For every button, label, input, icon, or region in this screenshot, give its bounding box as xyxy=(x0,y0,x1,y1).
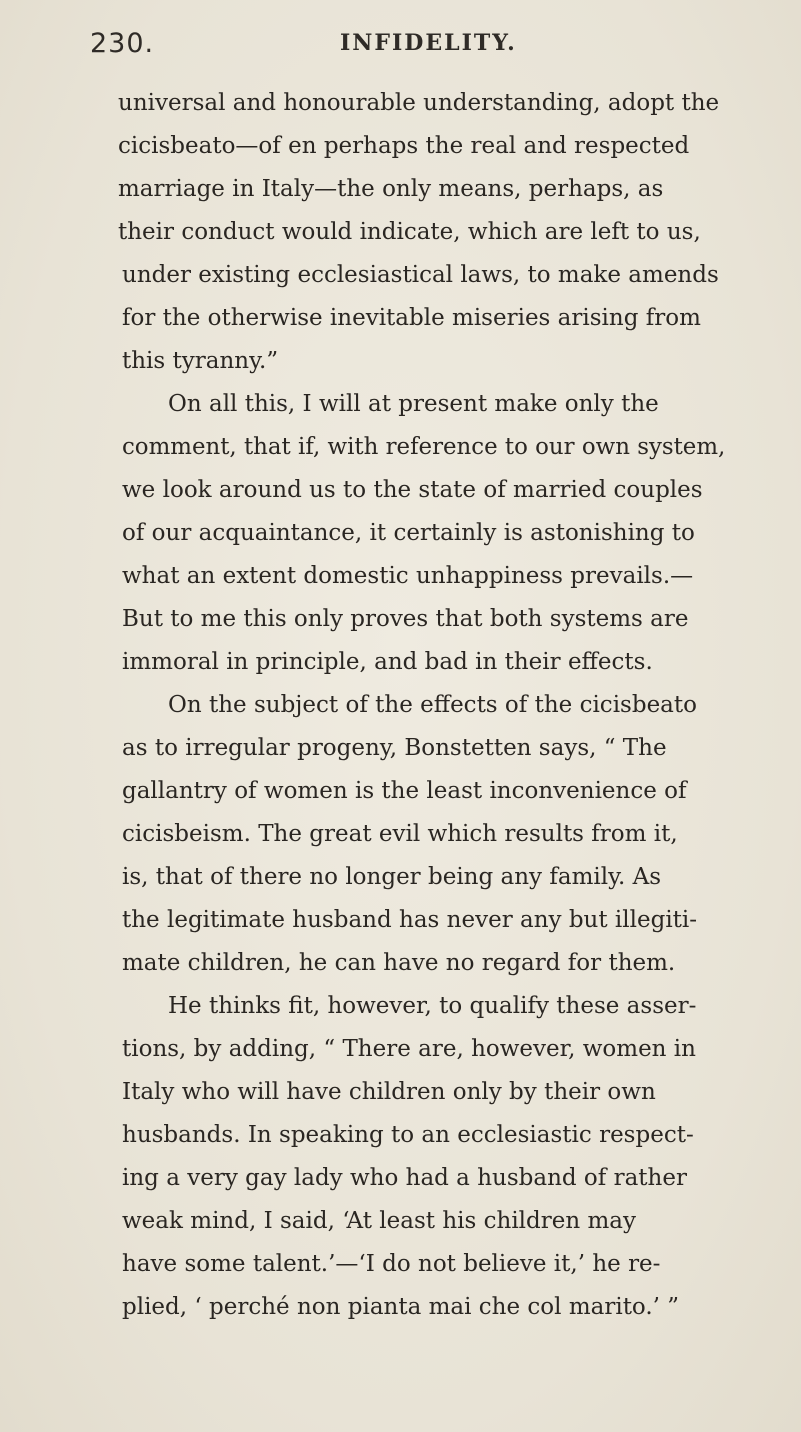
text-line: their conduct would indicate, which are left to us, xyxy=(118,219,701,245)
page-number: 230. xyxy=(90,28,155,59)
running-head xyxy=(0,28,801,68)
text-line: plied, ‘ perché non pianta mai che col marito.’ ” xyxy=(122,1294,680,1320)
text-line: immoral in principle, and bad in their effects. xyxy=(122,649,653,675)
text-line: as to irregular progeny, Bonstetten says, “ The xyxy=(122,735,667,761)
text-line: the legitimate husband has never any but illegiti- xyxy=(122,907,698,933)
text-line: weak mind, I said, ‘At least his children may xyxy=(122,1208,636,1234)
text-line: Italy who will have children only by their own xyxy=(122,1079,656,1105)
text-line: husbands. In speaking to an ecclesiastic respect- xyxy=(122,1122,694,1148)
text-line: under existing ecclesiastical laws, to make amends xyxy=(122,262,719,288)
text-line: have some talent.’—‘I do not believe it,’ he re- xyxy=(122,1251,661,1277)
text-line: tions, by adding, “ There are, however, women in xyxy=(122,1036,696,1062)
text-line: comment, that if, with reference to our own system, xyxy=(122,434,726,460)
text-line: cicisbeism. The great evil which results from it, xyxy=(122,821,678,847)
text-line: universal and honourable understanding, adopt the xyxy=(118,90,720,116)
text-line: mate children, he can have no regard for them. xyxy=(122,950,676,976)
text-line: is, that of there no longer being any family. As xyxy=(122,864,662,890)
text-line: we look around us to the state of married couples xyxy=(122,477,703,503)
text-line: of our acquaintance, it certainly is astonishing to xyxy=(122,520,695,546)
running-title: INFIDELITY. xyxy=(340,30,517,56)
text-line: ing a very gay lady who had a husband of rather xyxy=(122,1165,687,1191)
text-line: this tyranny.” xyxy=(122,348,279,374)
text-line: marriage in Italy—the only means, perhaps, as xyxy=(118,176,664,202)
text-line: for the otherwise inevitable miseries arising from xyxy=(122,305,701,331)
text-line: On all this, I will at present make only the xyxy=(168,391,659,417)
text-line: gallantry of women is the least inconvenience of xyxy=(122,778,687,804)
text-line: He thinks fit, however, to qualify these asser- xyxy=(168,993,697,1019)
text-line: cicisbeato—of en perhaps the real and respected xyxy=(118,133,690,159)
text-line: But to me this only proves that both systems are xyxy=(122,606,689,632)
text-line: what an extent domestic unhappiness prevails.— xyxy=(122,563,694,589)
text-line: On the subject of the effects of the cicisbeato xyxy=(168,692,697,718)
